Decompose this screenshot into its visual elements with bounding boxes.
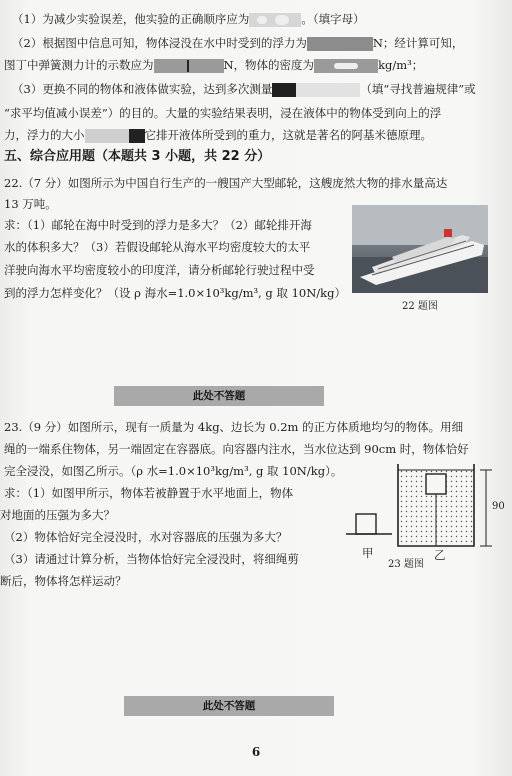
section-title: 五、综合应用题（本题共 3 小题，共 22 分）: [4, 149, 271, 164]
q23-line-2: 绳的一端系住物体，另一端固定在容器底。向容器内注水，当水位达到 90cm 时，物体恰好: [4, 442, 469, 456]
q-prev-line-2: （2）根据图中信息可知，物体浸没在水中时受到的浮力为 N；经计算可知，: [12, 36, 464, 50]
q-prev-line-6: 力，浮力的大小 它排开液体所受到的重力，这就是著名的阿基米德原理。: [4, 128, 432, 142]
height-label: 90: [492, 501, 505, 512]
q23-line-5: 对地面的压强为多大？: [0, 508, 115, 522]
q-prev-line-4: （3）更换不同的物体和液体做实验，达到多次测量 （填“寻找普遍规律”或: [12, 82, 476, 96]
q-prev-line-3: 图丁中弹簧测力计的示数应为 N，物体的密度为 kg/m³；: [4, 58, 424, 72]
q22-line-5: 洋驶向海水平均密度较小的印度洋，请分析邮轮行驶过程中受: [4, 263, 315, 277]
figure-label-jia: 甲: [362, 546, 374, 560]
q22-line-6: 到的浮力怎样变化？（设 ρ 海水=1.0×10³kg/m³, g 取 10N/kg）: [4, 286, 346, 300]
redacted-answer: [272, 83, 360, 97]
q-prev-line-5: “求平均值减小误差”）的目的。大量的实验结果表明，浸在液体中的物体受到向上的浮: [4, 106, 442, 120]
cruise-ship-photo: [352, 205, 488, 293]
no-answer-zone: 此处不答题: [124, 696, 334, 716]
q23-line-8: 断后，物体将怎样运动？: [0, 574, 127, 588]
q22-line-2: 13 万吨。: [4, 197, 57, 211]
redacted-answer: [314, 59, 378, 73]
q22-line-1: 22.（7 分）如图所示为中国自行生产的一艘国产大型邮轮，这艘庞然大物的排水量高达: [4, 176, 448, 190]
redacted-answer: [249, 13, 301, 27]
no-answer-zone: 此处不答题: [114, 386, 324, 406]
q22-line-4: 水的体积多大？（3）若假设邮轮从海水平均密度较大的太平: [4, 240, 311, 254]
q-prev-line-1: （1）为减少实验误差，他实验的正确顺序应为 。（填字母）: [12, 12, 365, 26]
q22-line-3: 求：（1）邮轮在海中时受到的浮力是多大？（2）邮轮排开海: [4, 218, 312, 232]
page-number: 6: [251, 745, 261, 759]
q23-line-4: 求：（1）如图甲所示，物体若被静置于水平地面上，物体: [4, 486, 294, 500]
figure-label-yi: 乙: [434, 548, 446, 562]
redacted-answer: [307, 37, 373, 51]
redacted-answer: [154, 59, 224, 73]
q23-line-7: （3）请通过计算分析，当物体恰好完全浸没时，将细绳剪: [4, 552, 299, 566]
q23-line-1: 23.（9 分）如图所示，现有一质量为 4kg、边长为 0.2m 的正方体质地均匀的物体。用细: [4, 420, 464, 434]
q23-figure-caption: 23 题图: [388, 559, 424, 570]
q23-line-6: （2）物体恰好完全浸没时，水对容器底的压强为多大？: [4, 530, 288, 544]
redacted-answer: [85, 129, 145, 143]
q22-figure-caption: 22 题图: [402, 301, 438, 312]
q23-line-3: 完全浸没，如图乙所示。（ρ 水=1.0×10³kg/m³, g 取 10N/kg）。: [4, 464, 343, 478]
